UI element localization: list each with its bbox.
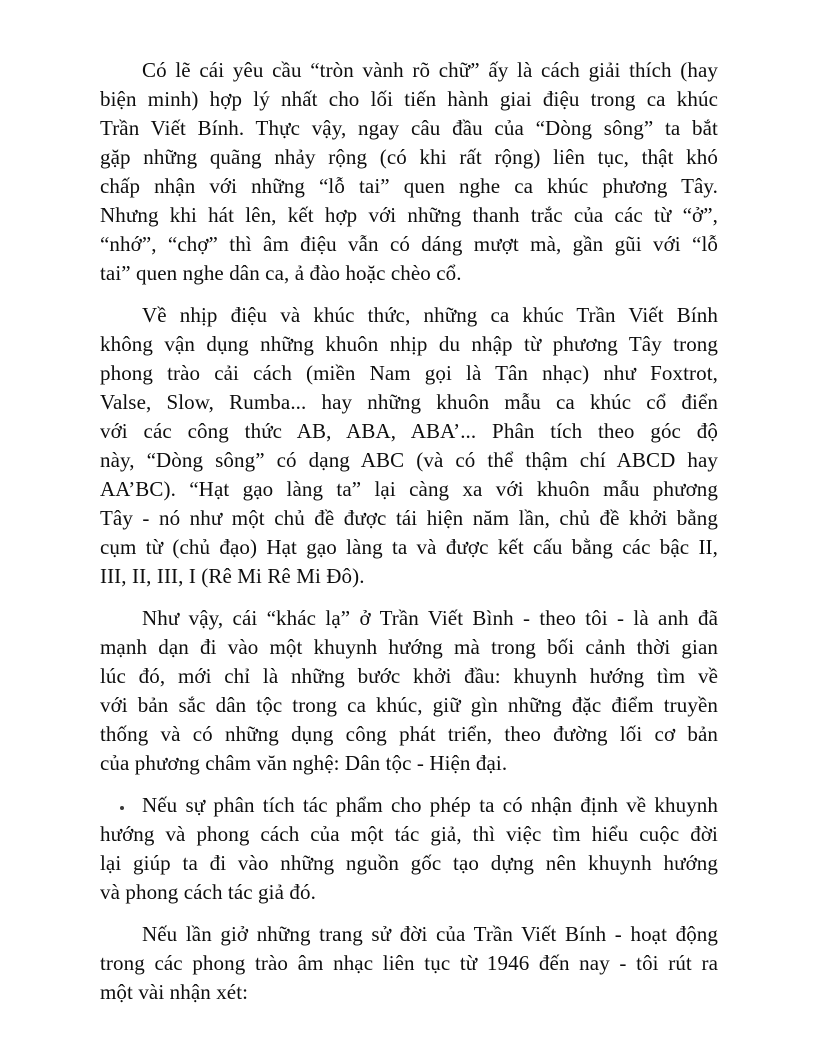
text-line: biện minh) hợp lý nhất cho lối tiến hành giai điệu trong ca khúc bbox=[100, 87, 718, 111]
paragraph bbox=[100, 301, 718, 591]
text-line: “nhớ”, “chợ” thì âm điệu vẫn có dáng mượt mà, gần gũi với “lỗ bbox=[100, 232, 718, 256]
text-line: phong trào cải cách (miền Nam gọi là Tân nhạc) như Foxtrot, bbox=[100, 361, 718, 385]
text-line: này, “Dòng sông” có dạng ABC (và có thể thậm chí ABCD hay bbox=[100, 448, 718, 472]
paragraph bbox=[100, 920, 718, 1007]
text-line: mạnh dạn đi vào một khuynh hướng mà trong bối cảnh thời gian bbox=[100, 635, 718, 659]
text-line: Nếu sự phân tích tác phẩm cho phép ta có nhận định về khuynh bbox=[142, 793, 718, 817]
paragraph bbox=[100, 791, 718, 907]
text-line: AA’BC). “Hạt gạo làng ta” lại càng xa với khuôn mẫu phương bbox=[100, 477, 718, 501]
text-line: Tây - nó như một chủ đề được tái hiện năm lần, chủ đề khởi bằng bbox=[100, 506, 718, 530]
text-line: Nhưng khi hát lên, kết hợp với những thanh trắc của các từ “ở”, bbox=[100, 203, 718, 227]
text-line: lại giúp ta đi vào những nguồn gốc tạo dựng nên khuynh hướng bbox=[100, 851, 718, 875]
text-line: Như vậy, cái “khác lạ” ở Trần Viết Bình - theo tôi - là anh đã bbox=[142, 606, 718, 630]
text-line: của phương châm văn nghệ: Dân tộc - Hiện đại. bbox=[100, 751, 508, 775]
text-line: Có lẽ cái yêu cầu “tròn vành rõ chữ” ấy là cách giải thích (hay bbox=[142, 58, 718, 82]
text-line: Valse, Slow, Rumba... hay những khuôn mẫu ca khúc cổ điển bbox=[100, 390, 718, 414]
text-line: trong các phong trào âm nhạc liên tục từ 1946 đến nay - tôi rút ra bbox=[100, 951, 718, 975]
text-line: với các công thức AB, ABA, ABA’... Phân tích theo góc độ bbox=[100, 419, 718, 443]
paragraph bbox=[100, 56, 718, 288]
text-line: Trần Viết Bính. Thực vậy, ngay câu đầu của “Dòng sông” ta bắt bbox=[100, 116, 718, 140]
text-line: tai” quen nghe dân ca, ả đào hoặc chèo cổ. bbox=[100, 261, 462, 285]
paragraph bbox=[100, 604, 718, 778]
text-line: hướng và phong cách của một tác giả, thì việc tìm hiểu cuộc đời bbox=[100, 822, 718, 846]
text-line: thống và có những dụng công phát triển, theo đường lối cơ bản bbox=[100, 722, 718, 746]
text-line: cụm từ (chủ đạo) Hạt gạo làng ta và được kết cấu bằng các bậc II, bbox=[100, 535, 718, 559]
text-line: gặp những quãng nhảy rộng (có khi rất rộng) liên tục, thật khó bbox=[100, 145, 718, 169]
text-line: Nếu lần giở những trang sử đời của Trần Viết Bính - hoạt động bbox=[142, 922, 718, 946]
text-line: chấp nhận với những “lỗ tai” quen nghe ca khúc phương Tây. bbox=[100, 174, 718, 198]
text-block bbox=[100, 56, 718, 1020]
text-line: Về nhịp điệu và khúc thức, những ca khúc Trần Viết Bính bbox=[142, 303, 718, 327]
scan-speck bbox=[120, 806, 124, 810]
text-line: một vài nhận xét: bbox=[100, 980, 249, 1004]
text-line: III, II, III, I (Rê Mi Rê Mi Đô). bbox=[100, 564, 365, 588]
text-line: và phong cách tác giả đó. bbox=[100, 880, 316, 904]
text-line: không vận dụng những khuôn nhịp du nhập từ phương Tây trong bbox=[100, 332, 718, 356]
text-line: với bản sắc dân tộc trong ca khúc, giữ gìn những đặc điểm truyền bbox=[100, 693, 718, 717]
text-line: lúc đó, mới chỉ là những bước khởi đầu: khuynh hướng tìm về bbox=[100, 664, 718, 688]
